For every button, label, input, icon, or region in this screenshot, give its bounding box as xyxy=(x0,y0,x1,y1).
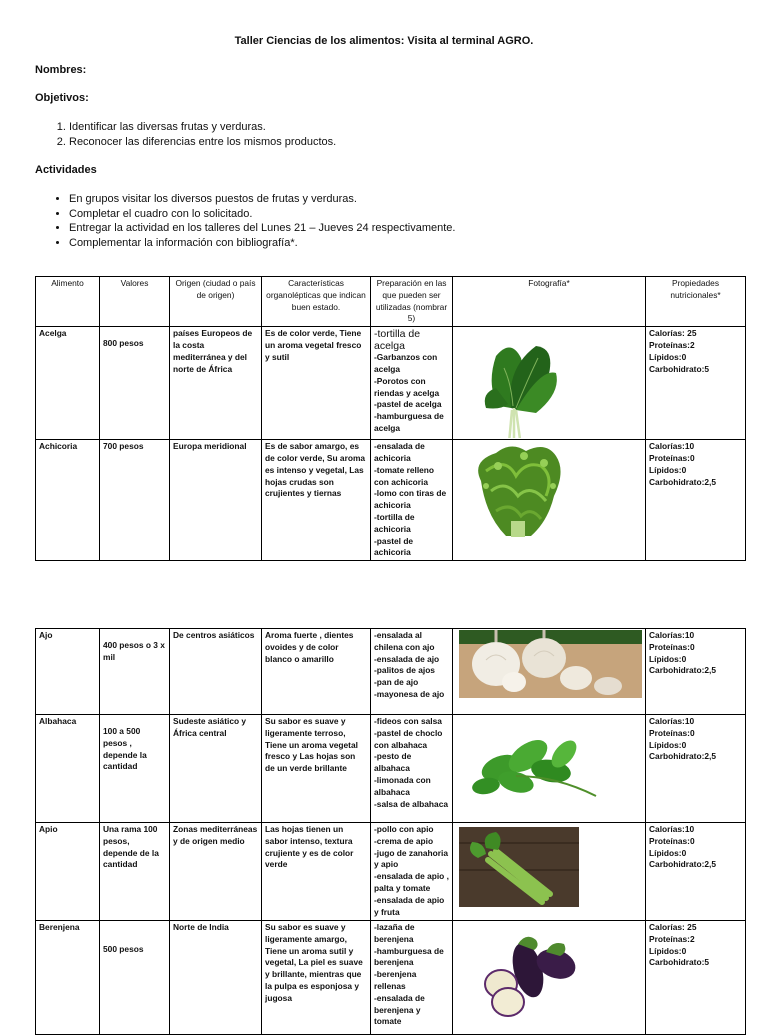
valor-cell xyxy=(100,629,170,715)
foods-table-page2 xyxy=(35,628,746,1035)
basil-photo xyxy=(456,716,646,821)
valor-cell xyxy=(100,921,170,1035)
proteinas-value: Proteínas:2 xyxy=(649,933,695,944)
photo-cell xyxy=(453,823,646,921)
header-alimento: Alimento xyxy=(36,277,100,327)
table-row xyxy=(36,327,746,440)
table-row xyxy=(36,823,746,921)
actividades-list xyxy=(35,192,455,250)
proteinas-value: Proteínas:0 xyxy=(649,452,695,463)
chicory-photo xyxy=(456,441,646,559)
actividad-item: • En grupos visitar los diversos puestos de frutas y verduras. xyxy=(69,192,455,207)
actividades-label: Actividades xyxy=(35,164,97,176)
caracteristicas-cell: Aroma fuerte , dientes ovoides y de color blanco o amarillo xyxy=(262,629,371,715)
lipidos-value: Lípidos:0 xyxy=(649,351,687,362)
lipidos-value: Lípidos:0 xyxy=(649,945,687,956)
proteinas-value: Proteínas:0 xyxy=(649,641,695,652)
foods-table-page1 xyxy=(35,276,746,561)
chard-photo xyxy=(456,328,646,438)
objetivo-item: 2. Reconocer las diferencias entre los mismos productos. xyxy=(69,135,336,150)
eggplant-photo xyxy=(456,922,646,1033)
alimento-cell: Acelga xyxy=(36,327,100,440)
alimento-cell: Achicoria xyxy=(36,440,100,561)
preparacion-cell: -lazaña de berenjena -hamburguesa de berenjena -berenjena rellenas -ensalada de berenjena y tomate xyxy=(371,921,453,1035)
table-row xyxy=(36,629,746,715)
carbohidrato-value: Carbohidrato:5 xyxy=(649,957,710,968)
actividad-item: • Entregar la actividad en los talleres del Lunes 21 – Jueves 24 respectivamente. xyxy=(69,221,455,236)
caracteristicas-cell: Su sabor es suave y ligeramente terroso, Tiene un aroma vegetal fresco y Las hojas son de un verde brillante xyxy=(262,715,371,823)
photo-cell xyxy=(453,921,646,1035)
preparacion-first: -tortilla de acelga xyxy=(374,328,421,353)
carbohidrato-value: Carbohidrato:2,5 xyxy=(649,859,717,870)
nutricion-cell xyxy=(646,629,746,715)
header-valores: Valores xyxy=(100,277,170,327)
header-preparacion: Preparación en las que pueden ser utilizadas (nombrar 5) xyxy=(371,277,453,327)
preparacion-cell: -pollo con apio -crema de apio -jugo de zanahoria y apio -ensalada de apio , palta y tomate -ensalada de apio y fruta xyxy=(371,823,453,921)
alimento-cell: Albahaca xyxy=(36,715,100,823)
proteinas-value: Proteínas:0 xyxy=(649,835,695,846)
actividad-item: • Complementar la información con bibliografía*. xyxy=(69,236,455,251)
valor-text: 400 pesos o 3 x mil xyxy=(103,640,165,662)
preparacion-cell xyxy=(371,327,453,440)
valor-text: 100 a 500 pesos , depende la cantidad xyxy=(103,726,147,772)
garlic-photo xyxy=(456,630,646,713)
table-row xyxy=(36,921,746,1035)
alimento-cell: Apio xyxy=(36,823,100,921)
origen-cell: Sudeste asiático y África central xyxy=(170,715,262,823)
origen-cell: Norte de India xyxy=(170,921,262,1035)
nutricion-cell xyxy=(646,327,746,440)
valor-cell: 700 pesos xyxy=(100,440,170,561)
proteinas-value: Proteínas:0 xyxy=(649,727,695,738)
origen-cell: países Europeos de la costa mediterránea y del norte de África xyxy=(170,327,262,440)
actividad-item: • Completar el cuadro con lo solicitado. xyxy=(69,207,455,222)
table-row xyxy=(36,440,746,561)
objetivo-item: 1. Identificar las diversas frutas y verduras. xyxy=(69,120,336,135)
calorias-value: Calorías:10 xyxy=(649,441,695,452)
header-caracteristicas: Características organolépticas que indican buen estado. xyxy=(262,277,371,327)
lipidos-value: Lípidos:0 xyxy=(649,653,687,664)
calorias-value: Calorías:10 xyxy=(649,716,695,726)
valor-cell xyxy=(100,715,170,823)
preparacion-cell: -ensalada al chilena con ajo -ensalada de ajo -palitos de ajos -pan de ajo -mayonesa de ajo xyxy=(371,629,453,715)
caracteristicas-cell: Es de color verde, Tiene un aroma vegetal fresco y sutil xyxy=(262,327,371,440)
photo-cell xyxy=(453,327,646,440)
photo-cell xyxy=(453,629,646,715)
calorias-value: Calorías: 25 xyxy=(649,328,697,339)
valor-cell: Una rama 100 pesos, depende de la cantidad xyxy=(100,823,170,921)
nutricion-cell xyxy=(646,715,746,823)
celery-photo xyxy=(456,824,646,919)
nombres-label: Nombres: xyxy=(35,64,87,76)
preparacion-cell: -ensalada de achicoria -tomate relleno con achicoria -lomo con tiras de achicoria -tortilla de achicoria -pastel de achicoria xyxy=(371,440,453,561)
alimento-cell: Ajo xyxy=(36,629,100,715)
carbohidrato-value: Carbohidrato:5 xyxy=(649,363,710,374)
header-origen: Origen (ciudad o país de origen) xyxy=(170,277,262,327)
table-row xyxy=(36,715,746,823)
valor-cell xyxy=(100,327,170,440)
photo-cell xyxy=(453,440,646,561)
calorias-value: Calorías: 25 xyxy=(649,922,697,932)
lipidos-value: Lípidos:0 xyxy=(649,464,687,475)
nutricion-cell xyxy=(646,440,746,561)
caracteristicas-cell: Las hojas tienen un sabor intenso, textura crujiente y es de color verde xyxy=(262,823,371,921)
document-title: Taller Ciencias de los alimentos: Visita al terminal AGRO. xyxy=(234,35,534,47)
valor-text: 800 pesos xyxy=(103,338,144,349)
photo-cell xyxy=(453,715,646,823)
preparacion-cell: -fideos con salsa -pastel de choclo con albahaca -pesto de albahaca -limonada con albahaca -salsa de albahaca xyxy=(371,715,453,823)
preparacion-text: -Garbanzos con acelga -Porotos con riendas y acelga -pastel de acelga -hamburguesa de acelga xyxy=(374,352,444,433)
caracteristicas-cell: Su sabor es suave y ligeramente amargo, Tiene un aroma sutil y vegetal, La piel es suave y brillante, mientras que la pulpa es esponjosa y jugosa xyxy=(262,921,371,1035)
nutricion-cell xyxy=(646,921,746,1035)
carbohidrato-value: Carbohidrato:2,5 xyxy=(649,751,717,762)
objetivos-list xyxy=(35,120,336,149)
calorias-value: Calorías:10 xyxy=(649,630,695,640)
lipidos-value: Lípidos:0 xyxy=(649,739,687,750)
origen-cell: Zonas mediterráneas y de origen medio xyxy=(170,823,262,921)
table-header-row xyxy=(36,277,746,327)
carbohidrato-value: Carbohidrato:2,5 xyxy=(649,476,717,487)
proteinas-value: Proteínas:2 xyxy=(649,339,695,350)
objetivos-label: Objetivos: xyxy=(35,92,89,104)
alimento-cell: Berenjena xyxy=(36,921,100,1035)
caracteristicas-cell: Es de sabor amargo, es de color verde, Su aroma es intenso y vegetal, Las hojas crudas son crujientes y tiernas xyxy=(262,440,371,561)
origen-cell: Europa meridional xyxy=(170,440,262,561)
valor-text: 500 pesos xyxy=(103,944,144,954)
header-fotografia: Fotografía* xyxy=(453,277,646,327)
lipidos-value: Lípidos:0 xyxy=(649,847,687,858)
calorias-value: Calorías:10 xyxy=(649,824,695,834)
origen-cell: De centros asiáticos xyxy=(170,629,262,715)
header-propiedades: Propiedades nutricionales* xyxy=(646,277,746,327)
nutricion-cell xyxy=(646,823,746,921)
carbohidrato-value: Carbohidrato:2,5 xyxy=(649,665,717,676)
